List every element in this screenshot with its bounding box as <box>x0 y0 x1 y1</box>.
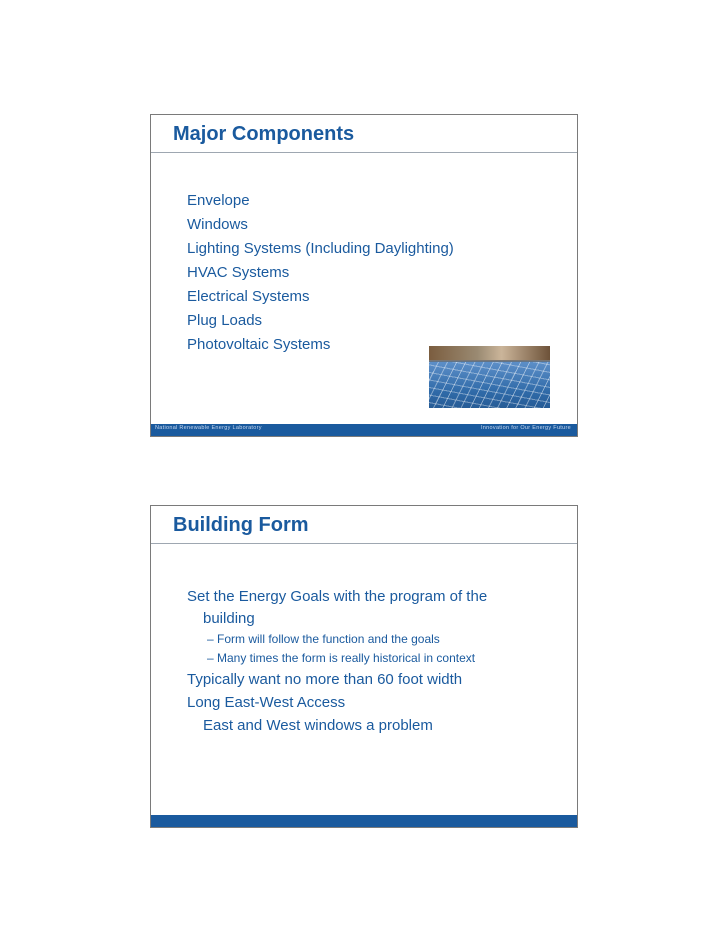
solar-panels-image <box>429 362 550 408</box>
slide-body <box>187 586 567 737</box>
solar-panel-photo <box>429 346 550 408</box>
sub-bullet-item: – Form will follow the function and the goals <box>207 632 440 646</box>
bullet-item: Windows <box>187 216 248 233</box>
photo-background <box>429 346 550 360</box>
bullet-item: Set the Energy Goals with the program of the <box>187 588 488 605</box>
sub-bullet-item: – Many times the form is really historical in context <box>207 651 476 665</box>
footer-bar <box>151 424 577 436</box>
bullet-item: HVAC Systems <box>187 264 290 281</box>
bullet-continuation: building <box>203 610 255 627</box>
slide-title: Major Components <box>173 123 355 145</box>
bullet-item: Lighting Systems (Including Daylighting) <box>187 240 454 257</box>
bullet-item: Plug Loads <box>187 312 263 329</box>
bullet-item: Electrical Systems <box>187 288 310 305</box>
title-divider <box>151 543 577 544</box>
slide-building-form <box>150 505 578 828</box>
bullet-item: Long East-West Access <box>187 694 346 711</box>
slide-title: Building Form <box>173 514 309 536</box>
bullet-item: Typically want no more than 60 foot width <box>187 671 463 688</box>
bullet-item: Envelope <box>187 192 250 209</box>
bullet-list <box>187 189 454 357</box>
bullet-item: Photovoltaic Systems <box>187 336 331 353</box>
slide-major-components <box>150 114 578 437</box>
bullet-continuation: East and West windows a problem <box>203 717 433 734</box>
title-divider <box>151 152 577 153</box>
footer-bar <box>151 815 577 827</box>
footer-organization: National Renewable Energy Laboratory <box>155 425 262 431</box>
footer-tagline: Innovation for Our Energy Future <box>480 425 571 431</box>
